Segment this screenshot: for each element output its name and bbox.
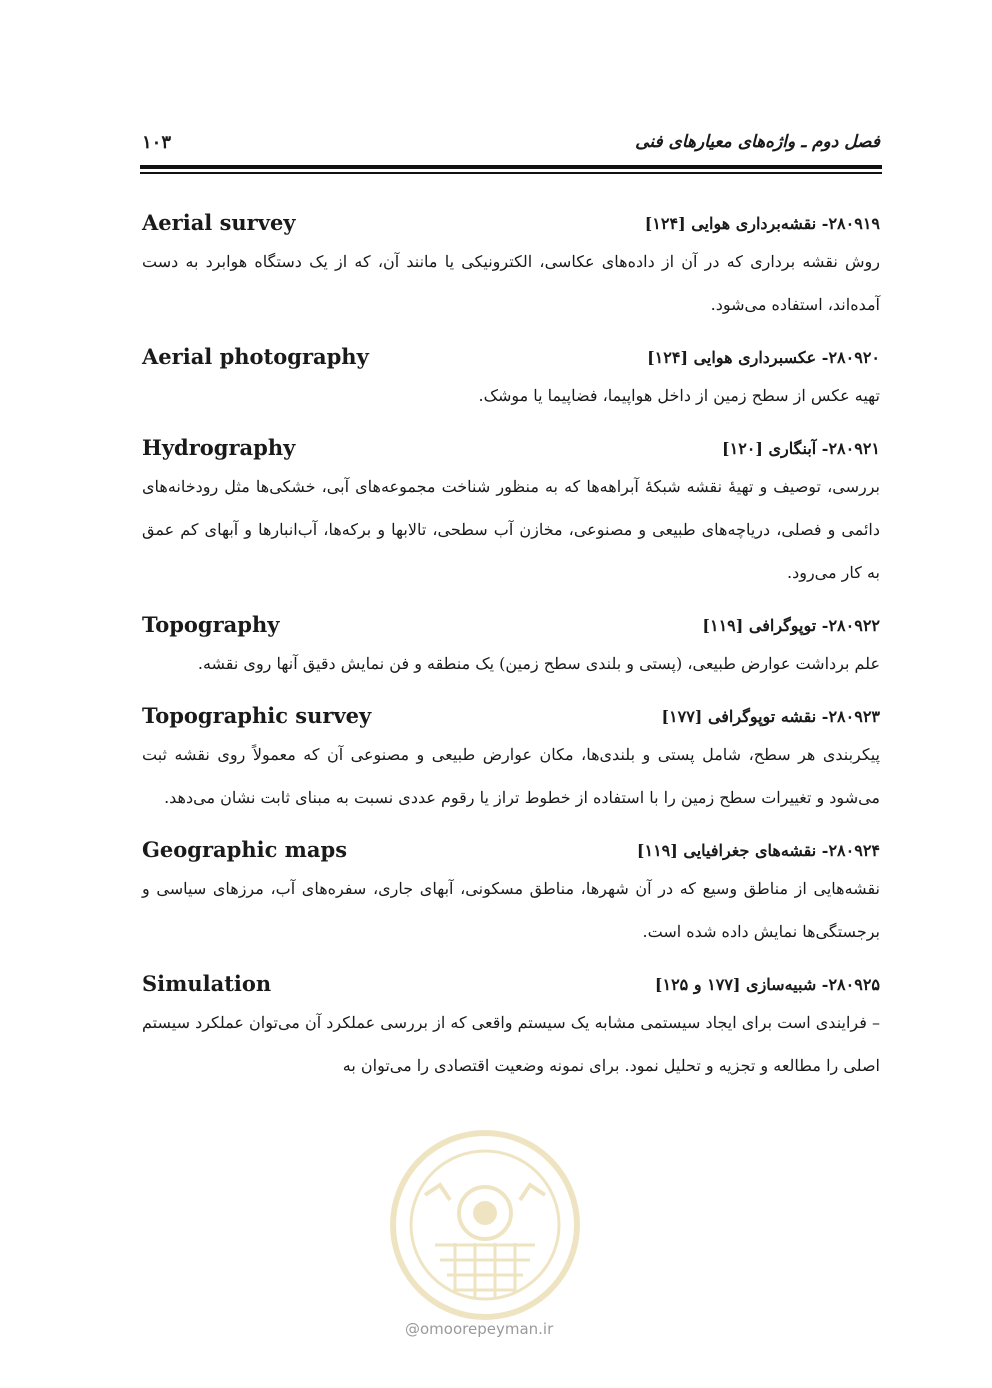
header-rule-thin [140,172,882,174]
entry-definition: تهیه عکس از سطح زمین از داخل هواپیما، فضاپیما یا موشک. [478,386,880,405]
entry-heading [142,431,880,465]
chapter-title: فصل دوم ـ واژه‌های معیارهای فنی [635,132,880,152]
entry-english-term: Topographic survey [142,703,372,728]
entry-heading [142,967,880,1001]
entry-heading [142,608,880,642]
entry-persian-title: ۲۸۰۹۲۰- عکسبرداری هوایی [۱۲۴] [647,348,880,367]
entry-english-term: Hydrography [142,435,296,460]
glossary-entry [142,699,880,819]
glossary-entry [142,833,880,953]
page-number: ۱۰۳ [142,132,172,153]
header-rule-thick [140,165,882,169]
glossary-content [142,206,880,1101]
glossary-entry [142,608,880,685]
glossary-entry [142,340,880,417]
entry-persian-title: ۲۸۰۹۲۳- نقشه توپوگرافی [۱۷۷] [661,707,880,726]
entry-definition: روش نقشه برداری که در آن از داده‌های عکاسی، الکترونیکی یا مانند آن، که از یک دستگاه هوابرد به دست آمده‌اند، استفاده می‌شود. [142,252,880,314]
entry-persian-title: ۲۸۰۹۱۹- نقشه‌برداری هوایی [۱۲۴] [644,214,880,233]
entry-heading [142,206,880,240]
entry-persian-title: ۲۸۰۹۲۲- توپوگرافی [۱۱۹] [702,616,880,635]
entry-english-term: Topography [142,612,280,637]
page-header [142,128,880,164]
entry-heading [142,833,880,867]
entry-heading [142,699,880,733]
entry-definition: علم برداشت عوارض طبیعی، (پستی و بلندی سطح زمین) یک منطقه و فن نمایش دقیق آنها روی نقشه. [197,654,880,673]
glossary-entry [142,431,880,594]
entry-english-term: Aerial survey [142,210,296,235]
glossary-entry [142,967,880,1087]
entry-english-term: Aerial photography [142,344,369,369]
watermark-seal-logo [385,1125,585,1325]
glossary-entry [142,206,880,326]
entry-persian-title: ۲۸۰۹۲۱- آبنگاری [۱۲۰] [722,439,880,458]
entry-english-term: Geographic maps [142,837,348,862]
entry-english-term: Simulation [142,971,272,996]
entry-definition: پیکربندی هر سطح، شامل پستی و بلندی‌ها، مکان عوارض طبیعی و مصنوعی آن که معمولاً روی نقشه ثبت می‌شود و تغییرات سطح زمین را با استفاده از خطوط تراز یا رقوم عددی نسبت به مبنای ثابت نشان می‌دهد. [142,745,880,807]
watermark-url: @omoorepeyman.ir [405,1320,554,1338]
entry-heading [142,340,880,374]
entry-persian-title: ۲۸۰۹۲۵- شبیه‌سازی [۱۷۷ و ۱۲۵] [654,975,880,994]
entry-definition: – فرایندی است برای ایجاد سیستمی مشابه یک سیستم واقعی که از بررسی عملکرد آن می‌توان عملکرد سیستم اصلی را مطالعه و تجزیه و تحلیل نمود. برای نمونه وضعیت اقتصادی را می‌توان به [142,1013,880,1075]
entry-persian-title: ۲۸۰۹۲۴- نقشه‌های جغرافیایی [۱۱۹] [636,841,880,860]
entry-definition: بررسی، توصیف و تهیهٔ نقشه شبکهٔ آبراهه‌ها که به منظور شناخت مجموعه‌های آبی، خشکی‌ها مثل رودخانه‌های دائمی و فصلی، دریاچه‌های طبیعی و مصنوعی، مخازن آب سطحی، تالابها و برکه‌ها، آب‌انبارها و آبهای کم عمق به کار می‌رود. [142,477,880,582]
entry-definition: نقشه‌هایی از مناطق وسیع که در آن شهرها، مناطق مسکونی، آبهای جاری، سفره‌های آب، مرزهای سیاسی و برجستگی‌ها نمایش داده شده است. [142,879,880,941]
